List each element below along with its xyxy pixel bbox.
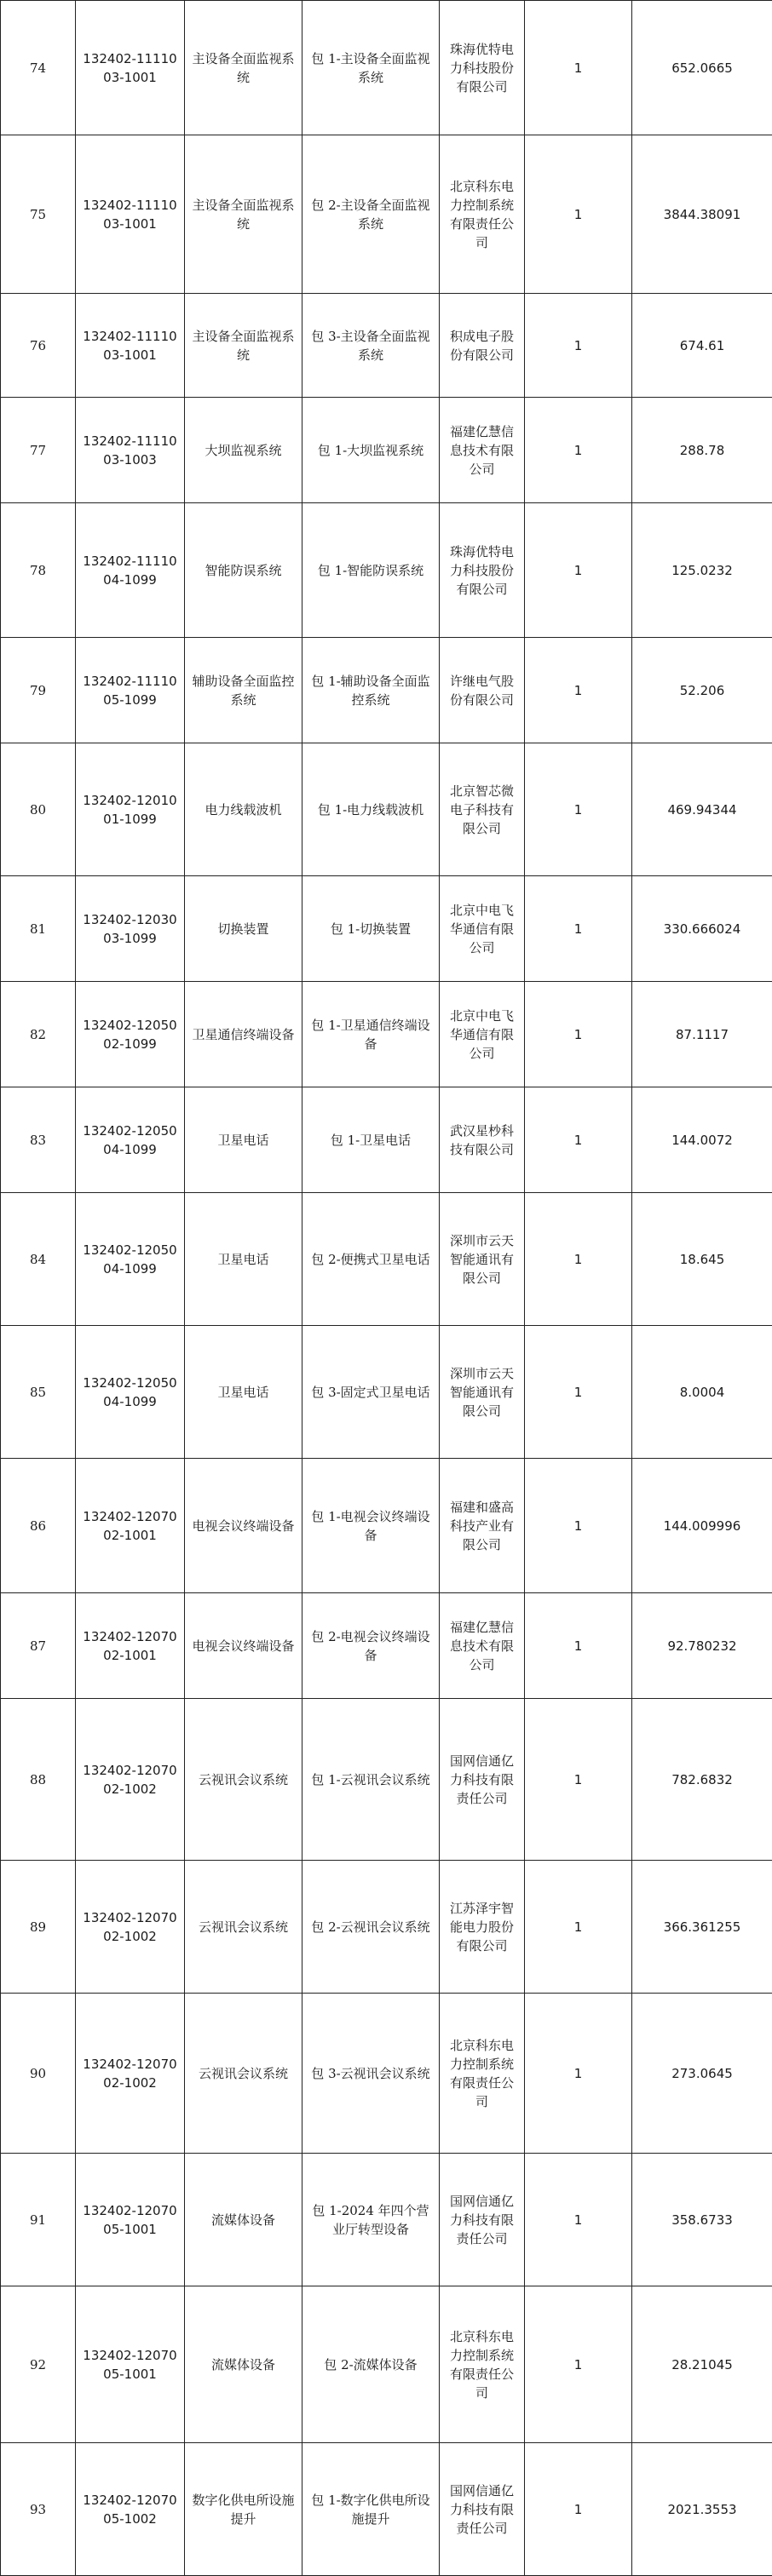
quantity-cell: 1 <box>525 1861 632 1994</box>
package-cell: 包 3-云视讯会议系统 <box>302 1994 440 2154</box>
amount-cell: 358.6733 <box>632 2154 772 2286</box>
table-row <box>1 982 772 1087</box>
quantity-cell: 1 <box>525 638 632 743</box>
item-code-cell: 132402-1207005-1002 <box>76 2443 185 2576</box>
vendor-cell: 福建亿慧信息技术有限公司 <box>440 398 525 503</box>
row-number-cell: 76 <box>1 294 76 398</box>
item-name-cell: 数字化供电所设施提升 <box>185 2443 302 2576</box>
vendor-cell: 珠海优特电力科技股份有限公司 <box>440 503 525 638</box>
quantity-cell: 1 <box>525 1994 632 2154</box>
item-code-cell: 132402-1205004-1099 <box>76 1326 185 1459</box>
row-number-cell: 74 <box>1 1 76 135</box>
package-cell: 包 1-智能防误系统 <box>302 503 440 638</box>
amount-cell: 674.61 <box>632 294 772 398</box>
table-row <box>1 1994 772 2154</box>
table-row <box>1 398 772 503</box>
row-number-cell: 89 <box>1 1861 76 1994</box>
quantity-cell: 1 <box>525 135 632 294</box>
row-number-cell: 92 <box>1 2286 76 2443</box>
vendor-cell: 江苏泽宇智能电力股份有限公司 <box>440 1861 525 1994</box>
amount-cell: 18.645 <box>632 1193 772 1326</box>
quantity-cell: 1 <box>525 1459 632 1593</box>
item-name-cell: 流媒体设备 <box>185 2154 302 2286</box>
amount-cell: 366.361255 <box>632 1861 772 1994</box>
item-name-cell: 卫星电话 <box>185 1193 302 1326</box>
amount-cell: 2021.3553 <box>632 2443 772 2576</box>
vendor-cell: 珠海优特电力科技股份有限公司 <box>440 1 525 135</box>
vendor-cell: 福建和盛高科技产业有限公司 <box>440 1459 525 1593</box>
vendor-cell: 深圳市云天智能通讯有限公司 <box>440 1326 525 1459</box>
row-number-cell: 84 <box>1 1193 76 1326</box>
package-cell: 包 2-便携式卫星电话 <box>302 1193 440 1326</box>
quantity-cell: 1 <box>525 743 632 876</box>
item-name-cell: 云视讯会议系统 <box>185 1994 302 2154</box>
package-cell: 包 1-主设备全面监视系统 <box>302 1 440 135</box>
item-name-cell: 云视讯会议系统 <box>185 1699 302 1861</box>
item-name-cell: 大坝监视系统 <box>185 398 302 503</box>
row-number-cell: 88 <box>1 1699 76 1861</box>
amount-cell: 144.009996 <box>632 1459 772 1593</box>
quantity-cell: 1 <box>525 982 632 1087</box>
vendor-cell: 福建亿慧信息技术有限公司 <box>440 1593 525 1699</box>
item-code-cell: 132402-1205004-1099 <box>76 1193 185 1326</box>
item-name-cell: 辅助设备全面监控系统 <box>185 638 302 743</box>
item-code-cell: 132402-1205002-1099 <box>76 982 185 1087</box>
item-name-cell: 卫星电话 <box>185 1087 302 1193</box>
table-row <box>1 638 772 743</box>
row-number-cell: 93 <box>1 2443 76 2576</box>
item-code-cell: 132402-1111004-1099 <box>76 503 185 638</box>
table-row <box>1 503 772 638</box>
package-cell: 包 3-固定式卫星电话 <box>302 1326 440 1459</box>
item-name-cell: 电视会议终端设备 <box>185 1459 302 1593</box>
item-code-cell: 132402-1207002-1002 <box>76 1699 185 1861</box>
quantity-cell: 1 <box>525 1699 632 1861</box>
quantity-cell: 1 <box>525 1326 632 1459</box>
vendor-cell: 积成电子股份有限公司 <box>440 294 525 398</box>
item-code-cell: 132402-1207002-1001 <box>76 1593 185 1699</box>
package-cell: 包 2-云视讯会议系统 <box>302 1861 440 1994</box>
item-code-cell: 132402-1111003-1001 <box>76 294 185 398</box>
amount-cell: 144.0072 <box>632 1087 772 1193</box>
item-code-cell: 132402-1207002-1002 <box>76 1861 185 1994</box>
item-code-cell: 132402-1111003-1003 <box>76 398 185 503</box>
amount-cell: 92.780232 <box>632 1593 772 1699</box>
amount-cell: 652.0665 <box>632 1 772 135</box>
package-cell: 包 1-云视讯会议系统 <box>302 1699 440 1861</box>
row-number-cell: 90 <box>1 1994 76 2154</box>
table-row <box>1 1193 772 1326</box>
vendor-cell: 北京智芯微电子科技有限公司 <box>440 743 525 876</box>
vendor-cell: 北京科东电力控制系统有限责任公司 <box>440 1994 525 2154</box>
amount-cell: 125.0232 <box>632 503 772 638</box>
item-name-cell: 主设备全面监视系统 <box>185 1 302 135</box>
item-name-cell: 电力线载波机 <box>185 743 302 876</box>
vendor-cell: 深圳市云天智能通讯有限公司 <box>440 1193 525 1326</box>
row-number-cell: 83 <box>1 1087 76 1193</box>
item-name-cell: 卫星电话 <box>185 1326 302 1459</box>
item-name-cell: 切换装置 <box>185 876 302 982</box>
table-row <box>1 294 772 398</box>
amount-cell: 52.206 <box>632 638 772 743</box>
package-cell: 包 1-2024 年四个营业厅转型设备 <box>302 2154 440 2286</box>
table-row <box>1 2286 772 2443</box>
item-code-cell: 132402-1207005-1001 <box>76 2286 185 2443</box>
table-row <box>1 2154 772 2286</box>
package-cell: 包 1-辅助设备全面监控系统 <box>302 638 440 743</box>
table-row <box>1 876 772 982</box>
quantity-cell: 1 <box>525 2154 632 2286</box>
package-cell: 包 2-电视会议终端设备 <box>302 1593 440 1699</box>
item-code-cell: 132402-1203003-1099 <box>76 876 185 982</box>
item-code-cell: 132402-1207002-1002 <box>76 1994 185 2154</box>
quantity-cell: 1 <box>525 1593 632 1699</box>
amount-cell: 782.6832 <box>632 1699 772 1861</box>
table-row <box>1 135 772 294</box>
table-row <box>1 1699 772 1861</box>
table-row <box>1 1861 772 1994</box>
table-body <box>1 1 772 2576</box>
row-number-cell: 85 <box>1 1326 76 1459</box>
vendor-cell: 北京中电飞华通信有限公司 <box>440 876 525 982</box>
quantity-cell: 1 <box>525 294 632 398</box>
row-number-cell: 86 <box>1 1459 76 1593</box>
table-row <box>1 1 772 135</box>
package-cell: 包 1-大坝监视系统 <box>302 398 440 503</box>
item-name-cell: 主设备全面监视系统 <box>185 135 302 294</box>
vendor-cell: 北京科东电力控制系统有限责任公司 <box>440 135 525 294</box>
row-number-cell: 82 <box>1 982 76 1087</box>
amount-cell: 469.94344 <box>632 743 772 876</box>
table-row <box>1 1087 772 1193</box>
package-cell: 包 1-数字化供电所设施提升 <box>302 2443 440 2576</box>
package-cell: 包 1-电视会议终端设备 <box>302 1459 440 1593</box>
vendor-cell: 国网信通亿力科技有限责任公司 <box>440 2443 525 2576</box>
row-number-cell: 81 <box>1 876 76 982</box>
quantity-cell: 1 <box>525 1087 632 1193</box>
row-number-cell: 79 <box>1 638 76 743</box>
table-row <box>1 743 772 876</box>
package-cell: 包 2-流媒体设备 <box>302 2286 440 2443</box>
item-code-cell: 132402-1111003-1001 <box>76 135 185 294</box>
amount-cell: 273.0645 <box>632 1994 772 2154</box>
item-code-cell: 132402-1111003-1001 <box>76 1 185 135</box>
package-cell: 包 3-主设备全面监视系统 <box>302 294 440 398</box>
package-cell: 包 1-卫星电话 <box>302 1087 440 1193</box>
vendor-cell: 武汉星杪科技有限公司 <box>440 1087 525 1193</box>
item-code-cell: 132402-1111005-1099 <box>76 638 185 743</box>
package-cell: 包 1-卫星通信终端设备 <box>302 982 440 1087</box>
quantity-cell: 1 <box>525 2286 632 2443</box>
vendor-cell: 国网信通亿力科技有限责任公司 <box>440 2154 525 2286</box>
row-number-cell: 77 <box>1 398 76 503</box>
vendor-cell: 国网信通亿力科技有限责任公司 <box>440 1699 525 1861</box>
item-code-cell: 132402-1201001-1099 <box>76 743 185 876</box>
item-name-cell: 电视会议终端设备 <box>185 1593 302 1699</box>
row-number-cell: 87 <box>1 1593 76 1699</box>
package-cell: 包 1-电力线载波机 <box>302 743 440 876</box>
quantity-cell: 1 <box>525 2443 632 2576</box>
item-name-cell: 卫星通信终端设备 <box>185 982 302 1087</box>
table-row <box>1 1593 772 1699</box>
item-name-cell: 主设备全面监视系统 <box>185 294 302 398</box>
quantity-cell: 1 <box>525 1 632 135</box>
row-number-cell: 78 <box>1 503 76 638</box>
quantity-cell: 1 <box>525 876 632 982</box>
item-name-cell: 流媒体设备 <box>185 2286 302 2443</box>
amount-cell: 28.21045 <box>632 2286 772 2443</box>
package-cell: 包 2-主设备全面监视系统 <box>302 135 440 294</box>
amount-cell: 288.78 <box>632 398 772 503</box>
quantity-cell: 1 <box>525 1193 632 1326</box>
table-row <box>1 1459 772 1593</box>
table-row <box>1 2443 772 2576</box>
amount-cell: 87.1117 <box>632 982 772 1087</box>
quantity-cell: 1 <box>525 503 632 638</box>
item-name-cell: 智能防误系统 <box>185 503 302 638</box>
quantity-cell: 1 <box>525 398 632 503</box>
item-name-cell: 云视讯会议系统 <box>185 1861 302 1994</box>
vendor-cell: 许继电气股份有限公司 <box>440 638 525 743</box>
row-number-cell: 80 <box>1 743 76 876</box>
package-cell: 包 1-切换装置 <box>302 876 440 982</box>
item-code-cell: 132402-1207005-1001 <box>76 2154 185 2286</box>
item-code-cell: 132402-1205004-1099 <box>76 1087 185 1193</box>
vendor-cell: 北京科东电力控制系统有限责任公司 <box>440 2286 525 2443</box>
amount-cell: 3844.38091 <box>632 135 772 294</box>
amount-cell: 330.666024 <box>632 876 772 982</box>
vendor-cell: 北京中电飞华通信有限公司 <box>440 982 525 1087</box>
amount-cell: 8.0004 <box>632 1326 772 1459</box>
row-number-cell: 75 <box>1 135 76 294</box>
table-row <box>1 1326 772 1459</box>
item-code-cell: 132402-1207002-1001 <box>76 1459 185 1593</box>
row-number-cell: 91 <box>1 2154 76 2286</box>
